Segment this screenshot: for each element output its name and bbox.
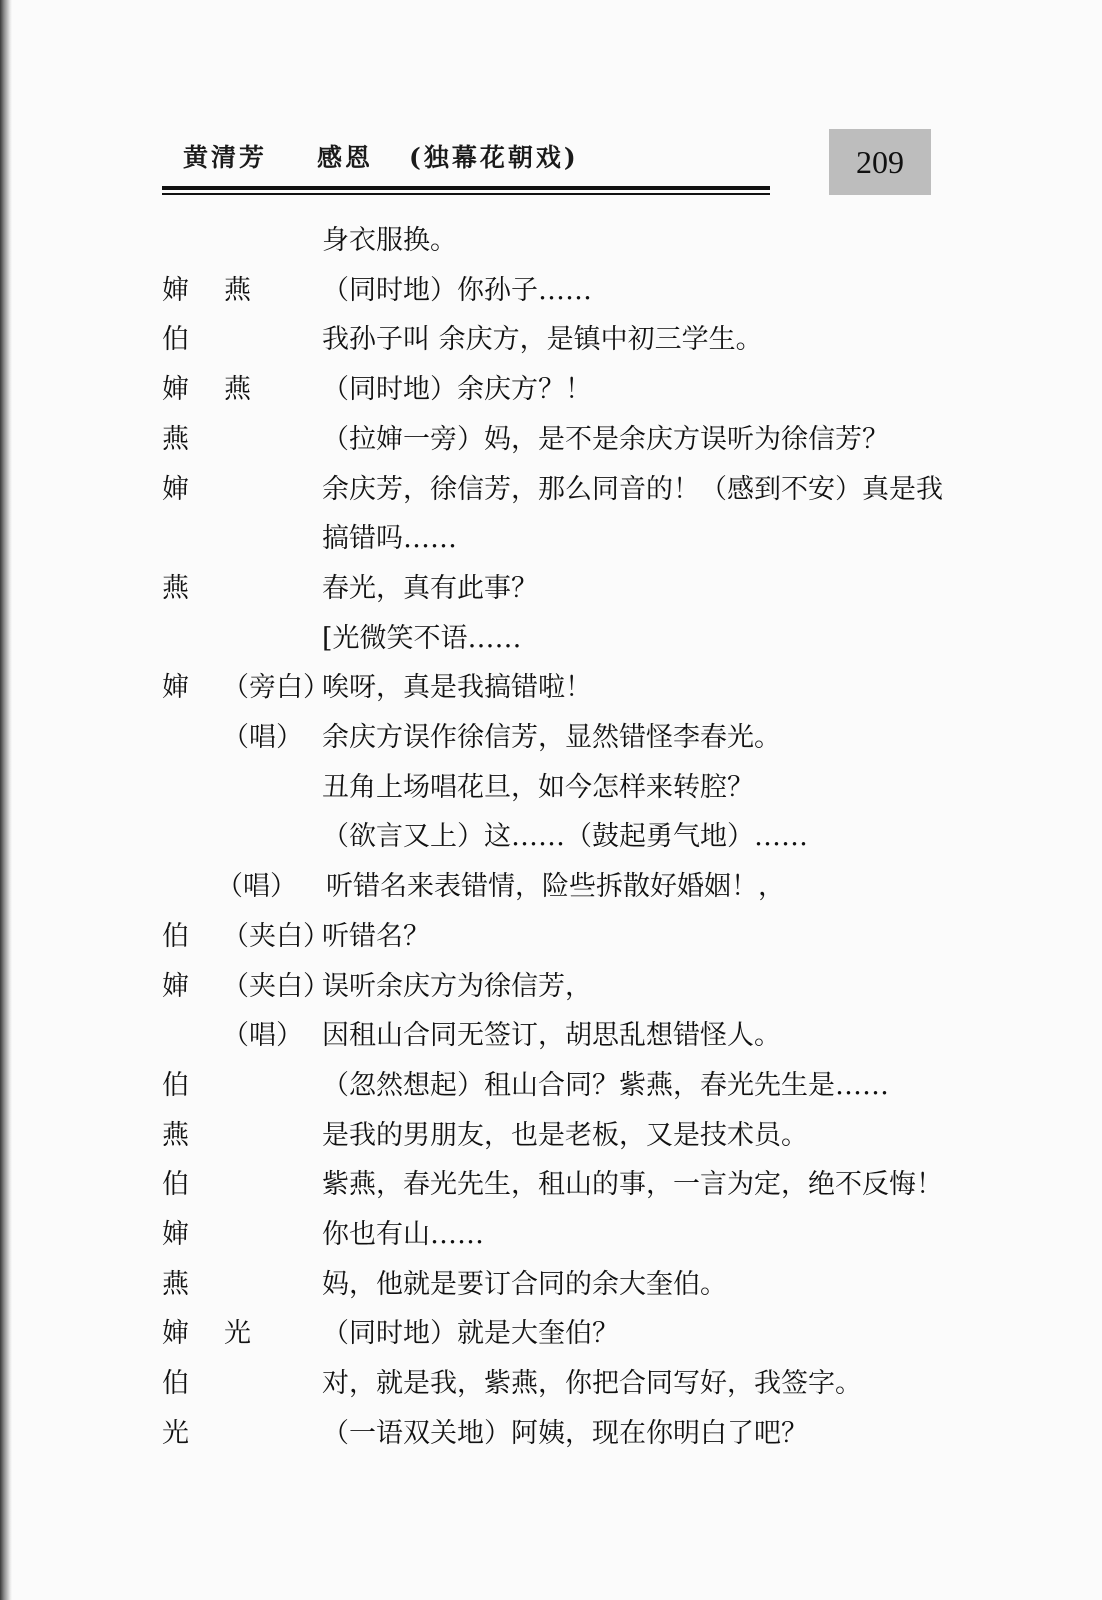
dialogue-text: （同时地）就是大奎伯？ xyxy=(322,1318,619,1349)
header-title: 感恩 xyxy=(317,143,374,172)
dialogue-text: 听错名？ xyxy=(322,921,430,952)
script-line xyxy=(0,1016,1102,1056)
dialogue-text: （同时地）你孙子…… xyxy=(322,275,592,306)
script-line xyxy=(0,370,1102,410)
stage-direction: （夹白） xyxy=(222,921,330,952)
speaker-name: 伯 xyxy=(162,1070,189,1101)
dialogue-text: 是我的男朋友，也是老板，又是技术员。 xyxy=(322,1120,808,1151)
dialogue-text: 紫燕，春光先生，租山的事，一言为定，绝不反悔！ xyxy=(322,1169,943,1200)
script-line xyxy=(0,1215,1102,1255)
speaker-name: 婶 xyxy=(162,275,189,306)
header-subtitle: (独幕花朝戏) xyxy=(409,143,579,172)
dialogue-text: （一语双关地）阿姨，现在你明白了吧？ xyxy=(322,1418,808,1449)
script-line xyxy=(0,519,1102,559)
speaker-name: 光 xyxy=(162,1418,189,1449)
speaker-name: 燕 xyxy=(162,1120,189,1151)
dialogue-text: 对，就是我，紫燕，你把合同写好，我签字。 xyxy=(322,1368,862,1399)
speaker-name: 燕 xyxy=(162,573,189,604)
dialogue-text: 唉呀，真是我搞错啦！ xyxy=(322,672,592,703)
script-line xyxy=(0,817,1102,857)
dialogue-text: 丑角上场唱花旦，如今怎样来转腔？ xyxy=(322,772,754,803)
script-line xyxy=(0,768,1102,808)
dialogue-text: 余庆方误作徐信芳，显然错怪李春光。 xyxy=(322,722,781,753)
script-line xyxy=(0,619,1102,659)
script-line xyxy=(0,718,1102,758)
dialogue-text: （忽然想起）租山合同？紫燕，春光先生是…… xyxy=(322,1070,889,1101)
script-line xyxy=(0,1265,1102,1305)
script-line xyxy=(0,420,1102,460)
script-line xyxy=(0,320,1102,360)
script-line xyxy=(0,569,1102,609)
dialogue-text: （同时地）余庆方？！ xyxy=(322,374,592,405)
script-line xyxy=(0,1314,1102,1354)
script-line xyxy=(0,271,1102,311)
stage-direction: （唱） xyxy=(216,871,297,902)
second-speaker-name: 光 xyxy=(224,1318,251,1349)
script-line xyxy=(0,867,1102,907)
dialogue-text: 误听余庆方为徐信芳， xyxy=(322,971,592,1002)
dialogue-text: 身衣服换。 xyxy=(322,225,457,256)
speaker-name: 婶 xyxy=(162,1219,189,1250)
second-speaker-name: 燕 xyxy=(224,374,251,405)
speaker-name: 伯 xyxy=(162,921,189,952)
script-line xyxy=(0,967,1102,1007)
second-speaker-name: 燕 xyxy=(224,275,251,306)
header-rule-thin xyxy=(162,193,770,195)
header-rule-thick xyxy=(162,186,770,190)
speaker-name: 燕 xyxy=(162,1269,189,1300)
script-line xyxy=(0,1414,1102,1454)
dialogue-text: 搞错吗…… xyxy=(322,523,457,554)
stage-direction: （旁白） xyxy=(222,672,330,703)
script-line xyxy=(0,668,1102,708)
speaker-name: 婶 xyxy=(162,672,189,703)
dialogue-text: 听错名来表错情，险些拆散好婚姻！， xyxy=(326,871,785,902)
dialogue-text: （拉婶一旁）妈，是不是余庆方误听为徐信芳？ xyxy=(322,424,889,455)
script-line xyxy=(0,1066,1102,1106)
speaker-name: 燕 xyxy=(162,424,189,455)
script-line xyxy=(0,470,1102,510)
dialogue-text: 余庆芳，徐信芳，那么同音的！（感到不安）真是我 xyxy=(322,474,943,505)
dialogue-text: 春光，真有此事？ xyxy=(322,573,538,604)
stage-direction: （唱） xyxy=(222,1020,303,1051)
dialogue-text: 妈，他就是要订合同的余大奎伯。 xyxy=(322,1269,727,1300)
script-line xyxy=(0,917,1102,957)
page-number: 209 xyxy=(829,129,931,195)
dialogue-text: 因租山合同无签订，胡思乱想错怪人。 xyxy=(322,1020,781,1051)
speaker-name: 婶 xyxy=(162,971,189,1002)
stage-direction: （唱） xyxy=(222,722,303,753)
speaker-name: 婶 xyxy=(162,1318,189,1349)
dialogue-text: 我孙子叫 余庆方，是镇中初三学生。 xyxy=(322,324,763,355)
speaker-name: 伯 xyxy=(162,324,189,355)
running-header xyxy=(183,138,579,174)
speaker-name: 婶 xyxy=(162,374,189,405)
dialogue-text: [光微笑不语…… xyxy=(322,623,522,654)
script-line xyxy=(0,1364,1102,1404)
dialogue-text: （欲言又上）这……（鼓起勇气地）…… xyxy=(322,821,808,852)
dialogue-text: 你也有山…… xyxy=(322,1219,484,1250)
script-line xyxy=(0,1116,1102,1156)
speaker-name: 伯 xyxy=(162,1169,189,1200)
script-line xyxy=(0,221,1102,261)
speaker-name: 婶 xyxy=(162,474,189,505)
script-line xyxy=(0,1165,1102,1205)
stage-direction: （夹白） xyxy=(222,971,330,1002)
header-author: 黄清芳 xyxy=(183,143,268,172)
speaker-name: 伯 xyxy=(162,1368,189,1399)
